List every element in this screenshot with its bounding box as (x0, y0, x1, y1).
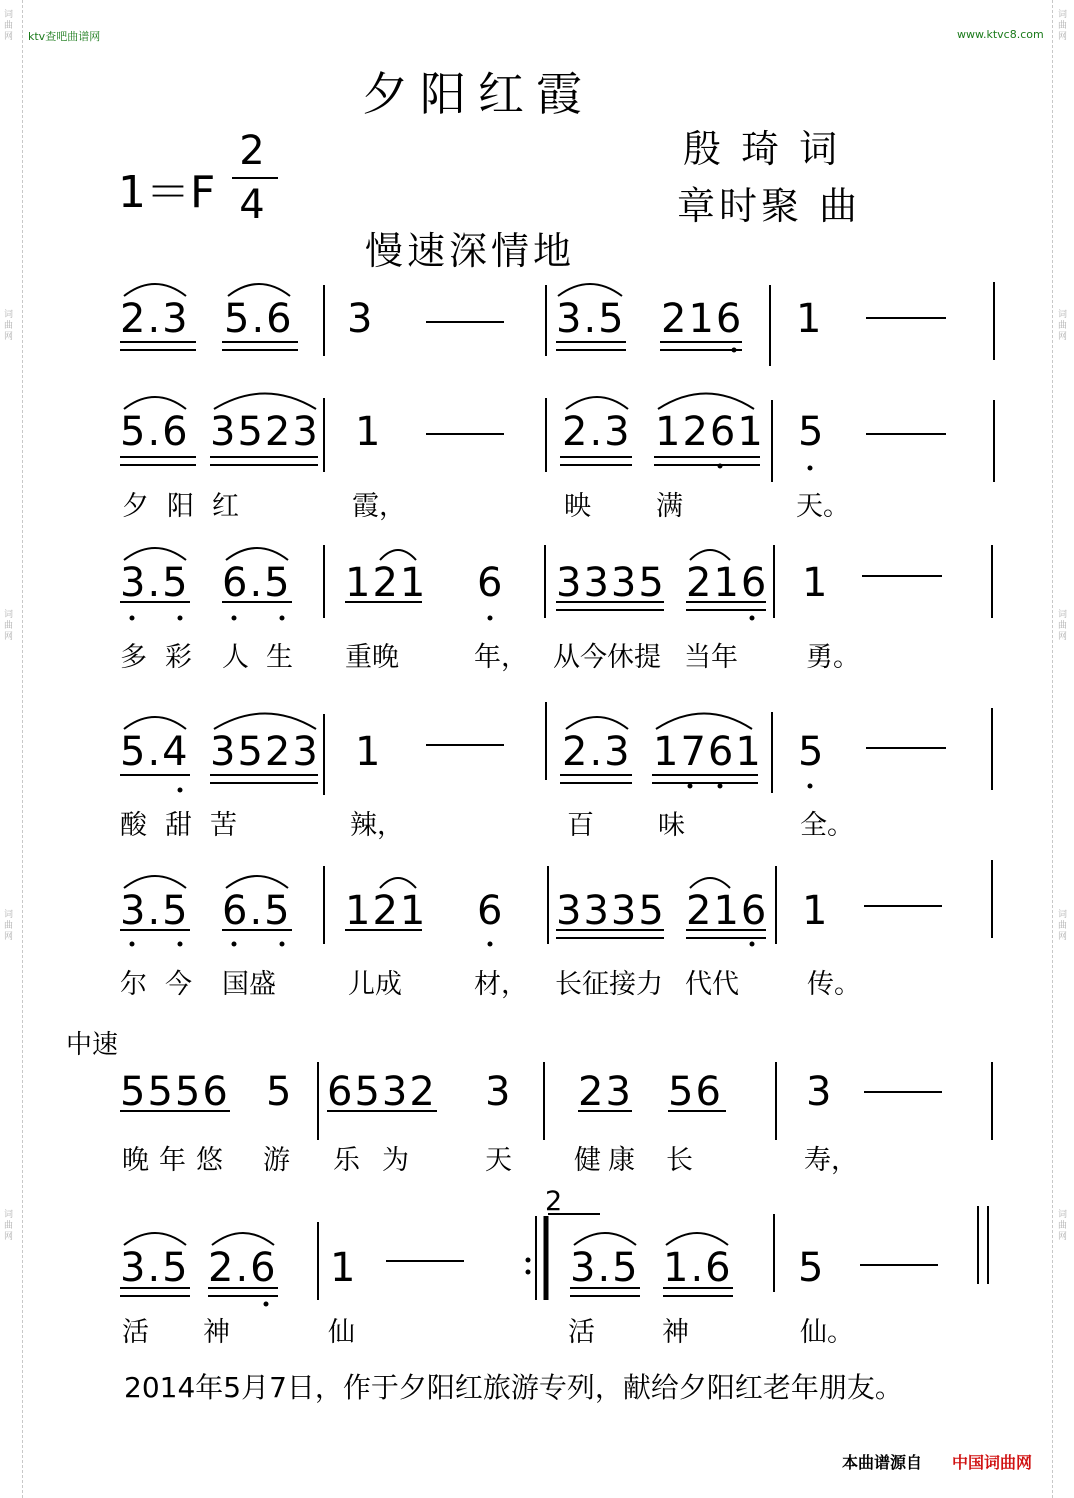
slur (124, 284, 186, 296)
note-group: 1 (802, 560, 830, 606)
lyric: 多 (120, 642, 147, 673)
note-group: 2.3 (562, 409, 632, 455)
note-group: 3 (347, 296, 375, 342)
note-group: 3 (806, 1069, 834, 1115)
lyric: 夕 (122, 491, 149, 522)
note-group: 6.5 (222, 560, 292, 606)
right-margin-watermark: 词曲网 (1058, 910, 1068, 942)
song-title: 夕阳红霞 (362, 67, 594, 121)
low-octave-dot (130, 942, 135, 947)
lyric: 健 (574, 1145, 601, 1176)
note-group: 216 (686, 560, 769, 606)
note-group: 23 (578, 1069, 633, 1115)
slur (558, 284, 622, 296)
note-group: 3.5 (120, 560, 190, 606)
lyric: 百 (567, 810, 594, 841)
low-octave-dot (808, 784, 813, 789)
lyric: 长 (666, 1145, 693, 1176)
lyric: 长征接力 (555, 969, 663, 1000)
slur (228, 284, 290, 296)
footer-source-site[interactable]: 中国词曲网 (952, 1453, 1033, 1472)
lyric: 天 (485, 1145, 512, 1176)
note-group: 6.5 (222, 888, 292, 934)
lyric: 酸 (120, 810, 147, 841)
low-octave-dot (808, 466, 813, 471)
note-group: 1261 (655, 409, 765, 455)
note-group: 3335 (556, 888, 666, 934)
tempo-change-marking: 中速 (66, 1030, 119, 1060)
slur (574, 1233, 636, 1245)
lyric: 彩 (165, 642, 192, 673)
lyric: 寿， (804, 1145, 858, 1176)
note-group: 2.3 (120, 296, 190, 342)
lyric: 为 (382, 1145, 409, 1176)
lyric: 神 (203, 1317, 230, 1348)
note-group: 5556 (120, 1069, 230, 1115)
slur (380, 878, 416, 888)
note-group: 56 (668, 1069, 723, 1115)
lyric: 当年 (684, 642, 738, 673)
low-octave-dot (232, 616, 237, 621)
slur (666, 1233, 728, 1245)
key-signature: 1＝F (118, 167, 216, 218)
right-margin-watermark: 词曲网 (1058, 310, 1068, 342)
low-octave-dot (488, 616, 493, 621)
note-group: 3523 (210, 409, 320, 455)
slur (380, 550, 416, 560)
lyric: 仙。 (800, 1317, 854, 1348)
lyric: 红 (212, 491, 239, 522)
low-octave-dot (488, 942, 493, 947)
footer-source-label: 本曲谱源自 (842, 1453, 923, 1472)
volta-number: 2 (545, 1186, 563, 1217)
lyric: 从今休提 (553, 642, 661, 673)
lyric: 儿成 (348, 969, 402, 1000)
lyric: 霞， (352, 491, 406, 522)
left-margin-watermark: 词曲网 (4, 910, 14, 942)
note-group: 5.6 (120, 409, 190, 455)
lyric: 尔 (120, 969, 147, 1000)
low-octave-dot (264, 1302, 269, 1307)
lyric: 游 (263, 1145, 290, 1176)
note-group: 5 (798, 1245, 826, 1291)
lyric: 苦 (210, 810, 237, 841)
header-site-left[interactable]: ktv查吧曲谱网 (28, 30, 101, 43)
note-group: 5 (266, 1069, 294, 1115)
note-group: 3.5 (570, 1245, 640, 1291)
slur (124, 876, 186, 888)
lyric: 味 (658, 810, 685, 841)
low-octave-dot (178, 942, 183, 947)
lyric: 活 (568, 1317, 595, 1348)
slur (214, 394, 316, 410)
right-margin-watermark: 词曲网 (1058, 610, 1068, 642)
note-group: 5 (798, 409, 826, 455)
lyric: 年， (474, 642, 528, 673)
tempo-marking: 慢速深情地 (365, 229, 576, 273)
note-group: 2.3 (562, 729, 632, 775)
low-octave-dot (732, 348, 737, 353)
header-site-right[interactable]: www.ktvc8.com (957, 28, 1044, 41)
lyric: 国盛 (222, 969, 276, 1000)
low-octave-dot (280, 616, 285, 621)
note-group: 6 (477, 888, 505, 934)
note-group: 1 (355, 409, 383, 455)
low-octave-dot (232, 942, 237, 947)
note-group: 1 (796, 296, 824, 342)
left-margin-watermark: 词曲网 (4, 610, 14, 642)
right-margin-watermark: 词曲网 (1058, 10, 1068, 42)
note-group: 121 (345, 888, 428, 934)
lyric: 代代 (685, 969, 739, 1000)
lyricist-credit: 殷 琦 词 (683, 127, 842, 171)
slur (124, 397, 186, 409)
low-octave-dot (718, 464, 723, 469)
low-octave-dot (750, 616, 755, 621)
lyric: 活 (122, 1317, 149, 1348)
low-octave-dot (178, 788, 183, 793)
low-octave-dot (280, 942, 285, 947)
slur (212, 1233, 274, 1245)
lyric: 悠 (196, 1145, 223, 1176)
right-margin-watermark: 词曲网 (1058, 1210, 1068, 1242)
lyric: 人 (222, 642, 249, 673)
note-group: 3.5 (556, 296, 626, 342)
low-octave-dot (750, 942, 755, 947)
lyric: 映 (564, 491, 591, 522)
note-group: 3523 (210, 729, 320, 775)
note-group: 1 (330, 1245, 358, 1291)
note-group: 121 (345, 560, 428, 606)
note-group: 5.4 (120, 729, 190, 775)
note-group: 1 (355, 729, 383, 775)
lyric: 仙 (328, 1317, 355, 1348)
lyric: 阳 (167, 491, 194, 522)
slur (124, 1233, 186, 1245)
slur (124, 717, 186, 729)
left-margin-watermark: 词曲网 (4, 310, 14, 342)
lyric: 材， (474, 969, 528, 1000)
lyric: 晚 (122, 1145, 149, 1176)
lyric: 生 (266, 642, 293, 673)
slur (656, 714, 752, 730)
slur (690, 550, 730, 560)
slur (690, 878, 730, 888)
lyric: 全。 (800, 810, 854, 841)
lyric: 辣， (350, 810, 404, 841)
lyric: 康 (608, 1145, 635, 1176)
lyric: 甜 (165, 810, 192, 841)
lyric: 传。 (807, 969, 861, 1000)
slur (226, 548, 288, 560)
lyric: 满 (656, 491, 683, 522)
repeat-dot (526, 1258, 531, 1263)
lyric: 勇。 (806, 642, 860, 673)
lyric: 重晚 (345, 642, 399, 673)
low-octave-dot (178, 616, 183, 621)
note-group: 1 (802, 888, 830, 934)
note-group: 5.6 (224, 296, 294, 342)
slur (214, 714, 316, 730)
repeat-dot (526, 1270, 531, 1275)
note-group: 1.6 (663, 1245, 733, 1291)
note-group: 216 (686, 888, 769, 934)
lyric: 乐 (333, 1145, 360, 1176)
slur (566, 717, 628, 729)
note-group: 2.6 (208, 1245, 278, 1291)
note-group: 216 (661, 296, 744, 342)
slur (566, 397, 628, 409)
low-octave-dot (718, 784, 723, 789)
note-group: 3335 (556, 560, 666, 606)
lyric: 神 (662, 1317, 689, 1348)
low-octave-dot (130, 616, 135, 621)
note-group: 1761 (653, 729, 763, 775)
note-group: 6 (477, 560, 505, 606)
time-signature-bottom: 4 (239, 182, 265, 228)
note-group: 3.5 (120, 888, 190, 934)
composer-credit: 章时聚 曲 (677, 184, 862, 228)
note-group: 3.5 (120, 1245, 190, 1291)
note-group: 6532 (327, 1069, 437, 1115)
slur (658, 394, 754, 410)
time-signature-top: 2 (239, 128, 265, 174)
left-margin-watermark: 词曲网 (4, 10, 14, 42)
slur (124, 548, 186, 560)
slur (226, 876, 288, 888)
lyric: 今 (165, 969, 192, 1000)
low-octave-dot (688, 784, 693, 789)
left-margin-watermark: 词曲网 (4, 1210, 14, 1242)
note-group: 3 (485, 1069, 513, 1115)
lyric: 年 (159, 1145, 186, 1176)
composition-note: 2014年5月7日，作于夕阳红旅游专列，献给夕阳红老年朋友。 (124, 1371, 903, 1404)
note-group: 5 (798, 729, 826, 775)
lyric: 天。 (796, 491, 850, 522)
